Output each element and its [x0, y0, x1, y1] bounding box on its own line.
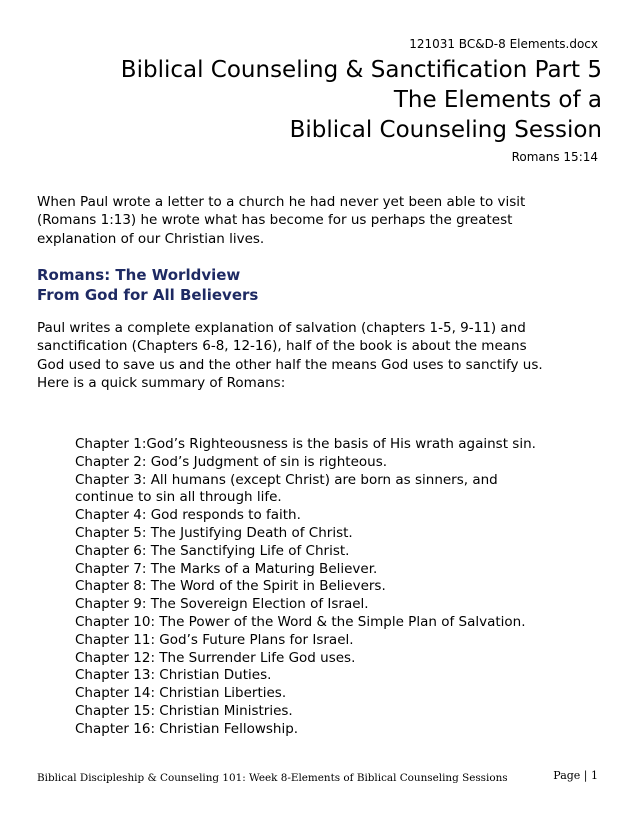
- summary-paragraph: [37, 319, 607, 392]
- section-heading-line-2: From God for All Believers: [37, 286, 259, 304]
- chapter-item: Chapter 1:God’s Righteousness is the basis of His wrath against sin.: [75, 436, 536, 452]
- intro-paragraph: [37, 193, 607, 248]
- summary-line: Paul writes a complete explanation of salvation (chapters 1-5, 9-11) and: [37, 320, 526, 336]
- chapter-item: Chapter 2: God’s Judgment of sin is righteous.: [75, 453, 388, 470]
- chapter-item: Chapter 15: Christian Ministries.: [75, 702, 293, 719]
- chapter-item: Chapter 3: All humans (except Christ) are born as sinners, and: [75, 471, 498, 488]
- chapter-item: Chapter 9: The Sovereign Election of Israel.: [75, 596, 369, 613]
- chapter-item: Chapter 6: The Sanctifying Life of Christ.: [75, 542, 350, 559]
- summary-line: Here is a quick summary of Romans:: [37, 374, 286, 391]
- chapter-item: Chapter 8: The Word of the Spirit in Believers.: [75, 578, 386, 595]
- title-line-2: The Elements of a: [393, 87, 602, 113]
- chapter-item-continuation: continue to sin all through life.: [75, 489, 282, 506]
- title-line-1: Biblical Counseling & Sanctification Part 5: [120, 57, 602, 83]
- chapter-item: Chapter 11: God’s Future Plans for Israel.: [75, 631, 354, 648]
- scripture-reference: Romans 15:14: [511, 150, 598, 164]
- chapter-item: Chapter 4: God responds to faith.: [75, 507, 301, 524]
- intro-line: (Romans 1:13) he wrote what has become for us perhaps the greatest: [37, 212, 513, 229]
- chapter-item: Chapter 16: Christian Fellowship.: [75, 720, 299, 737]
- chapter-item: Chapter 14: Christian Liberties.: [75, 685, 287, 702]
- summary-line: sanctification (Chapters 6-8, 12-16), half of the book is about the means: [37, 338, 527, 355]
- footer-course-title: Biblical Discipleship & Counseling 101: Week 8-Elements of Biblical Counseling Sessions: [37, 772, 508, 784]
- intro-line: explanation of our Christian lives.: [37, 230, 265, 247]
- chapter-item: Chapter 12: The Surrender Life God uses.: [75, 649, 356, 666]
- section-heading: [37, 265, 258, 305]
- chapter-summary-list: [75, 436, 536, 739]
- document-filename: 121031 BC&D-8 Elements.docx: [409, 37, 598, 51]
- page-number: Page | 1: [553, 769, 598, 782]
- summary-line: God used to save us and the other half the means God uses to sanctify us.: [37, 356, 543, 373]
- title-line-3: Biblical Counseling Session: [289, 117, 602, 143]
- chapter-item: Chapter 10: The Power of the Word & the Simple Plan of Salvation.: [75, 613, 526, 630]
- intro-line: When Paul wrote a letter to a church he had never yet been able to visit: [37, 194, 526, 210]
- section-heading-line-1: Romans: The Worldview: [37, 266, 241, 284]
- chapter-item: Chapter 13: Christian Duties.: [75, 667, 272, 684]
- chapter-item: Chapter 7: The Marks of a Maturing Believer.: [75, 560, 378, 577]
- chapter-item: Chapter 5: The Justifying Death of Christ.: [75, 524, 353, 541]
- page-title: [121, 55, 602, 145]
